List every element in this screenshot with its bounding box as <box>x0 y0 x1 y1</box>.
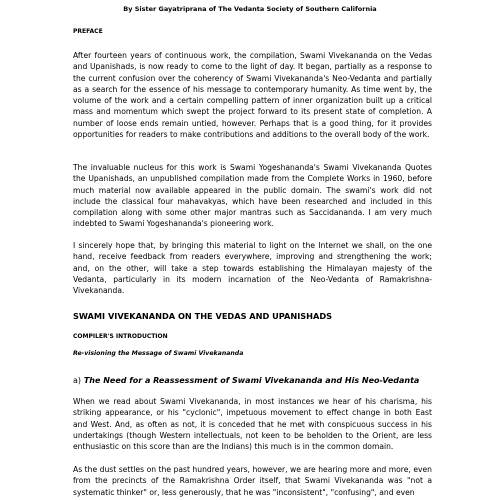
preface-heading: PREFACE <box>73 28 103 35</box>
section-title: SWAMI VIVEKANANDA ON THE VEDAS AND UPANISHADS <box>73 311 333 321</box>
byline: By Sister Gayatriprana of The Vedanta Society of Southern California <box>123 5 377 13</box>
revisioning-heading: Re-visioning the Message of Swami Vivekananda <box>73 350 244 357</box>
intro-paragraph-1: When we read about Swami Vivekananda, in most instances we hear of his charisma, his striking appearance, or his "cyclonic", impetuous movement to effect change in both East and West. And, as often as not, it is conceded that he met with conspicuous success in his undertakings (though Western intellectuals, not keen to be beholden to the Orient, are less enthusiastic on this score than are the Indians) this much is in the common domain. <box>73 397 432 452</box>
compiler-introduction-heading: COMPILER'S INTRODUCTION <box>73 333 168 340</box>
subsection-heading <box>73 376 419 385</box>
subsection-letter: a) <box>73 376 82 385</box>
preface-paragraph-3: I sincerely hope that, by bringing this material to light on the Internet we shall, on the one hand, receive feedback from readers everywhere, improving and strengthening the work; and, on the other, will take a step towards establishing the Himalayan majesty of the Vedanta, particularly in its modern incarnation of the Neo-Vedanta of Ramakrishna-Vivekananda. <box>73 241 432 296</box>
intro-paragraph-2: As the dust settles on the past hundred years, however, we are hearing more and more, even from the precincts of the Ramakrishna Order itself, that Swami Vivekananda was "not a systematic thinker" or, less generously, that he was "inconsistent", "confusing", and even <box>73 465 432 497</box>
subsection-title: The Need for a Reassessment of Swami Vivekananda and His Neo-Vedanta <box>83 376 420 385</box>
preface-paragraph-2: The invaluable nucleus for this work is Swami Yogeshananda's Swami Vivekananda Quotes the Upanishads, an unpublished compilation made from the Complete Works in 1960, before much material now available appeared in the public domain. The swami's work did not include the classical four mahavakyas, which have been researched and included in this compilation along with some other major mantras such as Saccidananda. I am very much indebted to Swami Yogeshananda's pioneering work. <box>73 163 432 229</box>
preface-paragraph-1: After fourteen years of continuous work, the compilation, Swami Vivekananda on the Vedas and Upanishads, is now ready to come to the light of day. It began, partially as a response to the current confusion over the coherency of Swami Vivekananda's Neo-Vedanta and partially as a search for the essence of his message to contemporary humanity. As time went by, the volume of the work and a certain compelling pattern of inner organization built up a critical mass and momentum which swept the project forward to its present state of completion. A number of loose ends remain untied, however. Perhaps that is a good thing, for it provides opportunities for readers to make contributions and additions to the overall body of the work. <box>73 51 432 140</box>
